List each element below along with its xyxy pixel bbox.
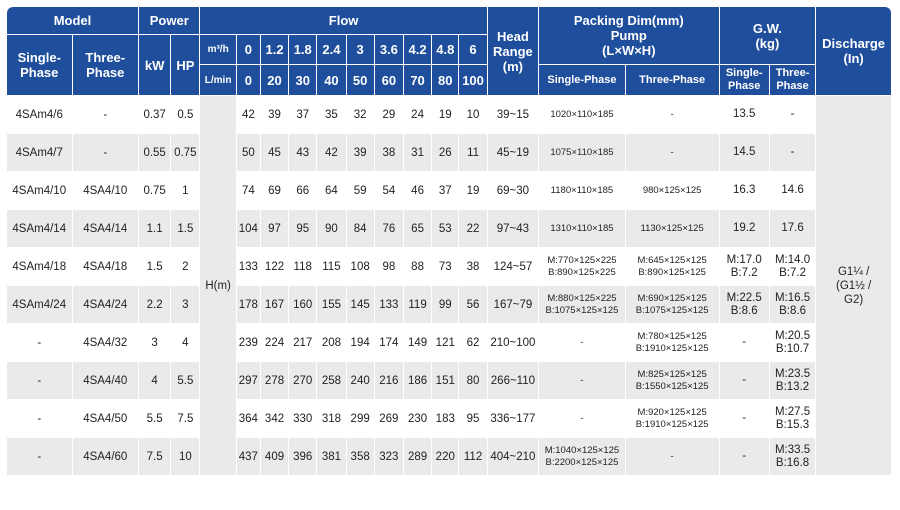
power-hp: 4 [171, 324, 199, 361]
power-hp: 1 [171, 172, 199, 209]
table-row [7, 286, 891, 323]
head-value: 46 [404, 172, 431, 209]
power-kw: 3 [139, 324, 170, 361]
model-single-phase: 4SAm4/18 [7, 248, 72, 285]
flow-m3h-cell: 2.4 [317, 35, 345, 64]
flow-lmin-cell: 0 [237, 65, 260, 95]
head-value: 56 [459, 286, 486, 323]
head-value: 258 [317, 362, 345, 399]
power-header: Power [139, 7, 199, 34]
head-value: 50 [237, 134, 260, 171]
packing-three-phase: M:780×125×125 B:1910×125×125 [626, 324, 719, 361]
power-kw: 0.55 [139, 134, 170, 171]
packing-single-phase: M:1040×125×125 B:2200×125×125 [539, 438, 625, 475]
head-range: 97~43 [488, 210, 538, 247]
head-value: 80 [459, 362, 486, 399]
head-value: 118 [289, 248, 316, 285]
head-value: 76 [375, 210, 403, 247]
model-header: Model [7, 7, 138, 34]
gw-single-phase-header: Single- Phase [720, 65, 769, 95]
pump-spec-table-container [6, 6, 892, 504]
head-range: 266~110 [488, 362, 538, 399]
head-value: 29 [375, 96, 403, 133]
head-value: 39 [261, 96, 288, 133]
head-value: 289 [404, 438, 431, 475]
table-row [7, 324, 891, 361]
head-value: 270 [289, 362, 316, 399]
head-value: 297 [237, 362, 260, 399]
gw-single-phase: 19.2 [720, 210, 769, 247]
packing-single-phase: 1075×110×185 [539, 134, 625, 171]
model-single-phase-header: Single- Phase [7, 35, 72, 95]
packing-three-phase: 1130×125×125 [626, 210, 719, 247]
flow-lmin-cell: 50 [347, 65, 374, 95]
head-value: 167 [261, 286, 288, 323]
gw-single-phase: - [720, 362, 769, 399]
pump-spec-table [6, 6, 892, 476]
flow-m3h-cell: 3 [347, 35, 374, 64]
head-range: 167~79 [488, 286, 538, 323]
head-value: 278 [261, 362, 288, 399]
head-value: 90 [317, 210, 345, 247]
flow-lmin-cell: 60 [375, 65, 403, 95]
model-single-phase: 4SAm4/10 [7, 172, 72, 209]
head-value: 95 [289, 210, 316, 247]
flow-m3h-cell: 0 [237, 35, 260, 64]
head-value: 35 [317, 96, 345, 133]
head-value: 10 [459, 96, 486, 133]
head-value: 32 [347, 96, 374, 133]
power-hp: 5.5 [171, 362, 199, 399]
head-range: 404~210 [488, 438, 538, 475]
table-row [7, 248, 891, 285]
packing-single-phase: - [539, 362, 625, 399]
gw-single-phase: M:22.5 B:8.6 [720, 286, 769, 323]
head-value: 224 [261, 324, 288, 361]
head-value: 437 [237, 438, 260, 475]
head-value: 239 [237, 324, 260, 361]
gw-three-phase: - [770, 134, 815, 171]
packing-single-phase: 1180×110×185 [539, 172, 625, 209]
flow-m3h-cell: 6 [459, 35, 486, 64]
model-three-phase: 4SA4/32 [73, 324, 139, 361]
power-hp: 7.5 [171, 400, 199, 437]
head-value: 240 [347, 362, 374, 399]
packing-three-phase: M:690×125×125 B:1075×125×125 [626, 286, 719, 323]
head-range: 39~15 [488, 96, 538, 133]
head-value: 99 [432, 286, 458, 323]
packing-three-phase-header: Three-Phase [626, 65, 719, 95]
model-three-phase: 4SA4/10 [73, 172, 139, 209]
power-hp: 10 [171, 438, 199, 475]
flow-lmin-cell: 30 [289, 65, 316, 95]
head-value: 95 [459, 400, 486, 437]
head-value: 97 [261, 210, 288, 247]
power-hp: 0.5 [171, 96, 199, 133]
head-value: 208 [317, 324, 345, 361]
head-value: 54 [375, 172, 403, 209]
power-hp: 3 [171, 286, 199, 323]
head-value: 19 [459, 172, 486, 209]
head-value: 186 [404, 362, 431, 399]
hm-label: H(m) [200, 96, 235, 475]
gw-single-phase: - [720, 438, 769, 475]
head-value: 409 [261, 438, 288, 475]
packing-three-phase: - [626, 96, 719, 133]
head-value: 160 [289, 286, 316, 323]
head-value: 45 [261, 134, 288, 171]
power-hp: 2 [171, 248, 199, 285]
packing-three-phase: 980×125×125 [626, 172, 719, 209]
head-value: 174 [375, 324, 403, 361]
head-value: 84 [347, 210, 374, 247]
head-value: 217 [289, 324, 316, 361]
flow-lmin-cell: 70 [404, 65, 431, 95]
model-three-phase-header: Three- Phase [73, 35, 139, 95]
head-range: 336~177 [488, 400, 538, 437]
head-value: 39 [347, 134, 374, 171]
head-value: 108 [347, 248, 374, 285]
packing-single-phase: 1310×110×185 [539, 210, 625, 247]
power-kw: 4 [139, 362, 170, 399]
head-value: 64 [317, 172, 345, 209]
head-value: 151 [432, 362, 458, 399]
table-row [7, 438, 891, 475]
model-three-phase: 4SA4/50 [73, 400, 139, 437]
head-range: 124~57 [488, 248, 538, 285]
flow-header: Flow [200, 7, 486, 34]
head-value: 65 [404, 210, 431, 247]
packing-header: Packing Dim(mm) Pump (L×W×H) [539, 7, 718, 64]
head-value: 88 [404, 248, 431, 285]
table-row [7, 172, 891, 209]
table-row [7, 96, 891, 133]
packing-single-phase: 1020×110×185 [539, 96, 625, 133]
gw-three-phase: M:33.5 B:16.8 [770, 438, 815, 475]
table-row [7, 210, 891, 247]
head-value: 62 [459, 324, 486, 361]
flow-lmin-cell: 20 [261, 65, 288, 95]
power-kw: 1.5 [139, 248, 170, 285]
packing-three-phase: M:920×125×125 B:1910×125×125 [626, 400, 719, 437]
gw-three-phase: M:16.5 B:8.6 [770, 286, 815, 323]
table-row [7, 400, 891, 437]
head-value: 112 [459, 438, 486, 475]
model-three-phase: 4SA4/14 [73, 210, 139, 247]
power-hp: 0.75 [171, 134, 199, 171]
head-value: 42 [317, 134, 345, 171]
gw-three-phase: M:14.0 B:7.2 [770, 248, 815, 285]
table-header [7, 7, 891, 95]
head-value: 22 [459, 210, 486, 247]
head-value: 396 [289, 438, 316, 475]
flow-lmin-cell: 40 [317, 65, 345, 95]
gw-three-phase: M:27.5 B:15.3 [770, 400, 815, 437]
head-value: 194 [347, 324, 374, 361]
gw-three-phase: 14.6 [770, 172, 815, 209]
packing-three-phase: - [626, 134, 719, 171]
head-value: 42 [237, 96, 260, 133]
head-value: 73 [432, 248, 458, 285]
table-body [7, 96, 891, 475]
head-value: 98 [375, 248, 403, 285]
head-value: 38 [459, 248, 486, 285]
head-value: 342 [261, 400, 288, 437]
head-value: 38 [375, 134, 403, 171]
head-value: 74 [237, 172, 260, 209]
model-single-phase: 4SAm4/7 [7, 134, 72, 171]
head-range: 210~100 [488, 324, 538, 361]
head-value: 230 [404, 400, 431, 437]
packing-single-phase: - [539, 400, 625, 437]
head-value: 269 [375, 400, 403, 437]
gw-three-phase: M:20.5 B:10.7 [770, 324, 815, 361]
table-row [7, 134, 891, 171]
gw-three-phase: - [770, 96, 815, 133]
head-value: 133 [237, 248, 260, 285]
head-value: 145 [347, 286, 374, 323]
head-value: 299 [347, 400, 374, 437]
head-value: 37 [289, 96, 316, 133]
head-value: 19 [432, 96, 458, 133]
packing-three-phase: - [626, 438, 719, 475]
packing-single-phase: M:880×125×225 B:1075×125×125 [539, 286, 625, 323]
lmin-unit-header: L/min [200, 65, 235, 95]
model-three-phase: - [73, 96, 139, 133]
model-three-phase: 4SA4/18 [73, 248, 139, 285]
packing-single-phase-header: Single-Phase [539, 65, 625, 95]
kw-header: kW [139, 35, 170, 95]
head-value: 69 [261, 172, 288, 209]
head-value: 381 [317, 438, 345, 475]
head-value: 220 [432, 438, 458, 475]
power-kw: 0.75 [139, 172, 170, 209]
flow-lmin-cell: 80 [432, 65, 458, 95]
discharge-value: G1¼ / (G1½ / G2) [816, 96, 891, 475]
flow-m3h-cell: 4.2 [404, 35, 431, 64]
head-value: 37 [432, 172, 458, 209]
model-three-phase: 4SA4/60 [73, 438, 139, 475]
gw-single-phase: - [720, 324, 769, 361]
head-value: 119 [404, 286, 431, 323]
head-value: 178 [237, 286, 260, 323]
head-value: 149 [404, 324, 431, 361]
head-value: 43 [289, 134, 316, 171]
head-value: 31 [404, 134, 431, 171]
head-value: 330 [289, 400, 316, 437]
packing-three-phase: M:645×125×125 B:890×125×125 [626, 248, 719, 285]
head-value: 216 [375, 362, 403, 399]
packing-single-phase: M:770×125×225 B:890×125×225 [539, 248, 625, 285]
head-range-header: Head Range (m) [488, 7, 538, 95]
power-kw: 2.2 [139, 286, 170, 323]
model-single-phase: - [7, 400, 72, 437]
power-kw: 0.37 [139, 96, 170, 133]
head-value: 318 [317, 400, 345, 437]
model-single-phase: 4SAm4/6 [7, 96, 72, 133]
model-single-phase: - [7, 438, 72, 475]
gw-single-phase: 16.3 [720, 172, 769, 209]
gw-single-phase: M:17.0 B:7.2 [720, 248, 769, 285]
model-three-phase: 4SA4/24 [73, 286, 139, 323]
head-value: 11 [459, 134, 486, 171]
head-value: 53 [432, 210, 458, 247]
gw-three-phase-header: Three- Phase [770, 65, 815, 95]
flow-m3h-cell: 4.8 [432, 35, 458, 64]
head-value: 133 [375, 286, 403, 323]
flow-m3h-cell: 1.8 [289, 35, 316, 64]
model-single-phase: - [7, 324, 72, 361]
packing-three-phase: M:825×125×125 B:1550×125×125 [626, 362, 719, 399]
flow-m3h-cell: 3.6 [375, 35, 403, 64]
hp-header: HP [171, 35, 199, 95]
model-single-phase: 4SAm4/24 [7, 286, 72, 323]
head-value: 155 [317, 286, 345, 323]
gw-single-phase: 14.5 [720, 134, 769, 171]
gw-single-phase: 13.5 [720, 96, 769, 133]
packing-single-phase: - [539, 324, 625, 361]
head-value: 122 [261, 248, 288, 285]
power-kw: 5.5 [139, 400, 170, 437]
flow-m3h-cell: 1.2 [261, 35, 288, 64]
head-value: 24 [404, 96, 431, 133]
gw-single-phase: - [720, 400, 769, 437]
model-single-phase: - [7, 362, 72, 399]
head-value: 66 [289, 172, 316, 209]
power-kw: 7.5 [139, 438, 170, 475]
power-hp: 1.5 [171, 210, 199, 247]
gw-header: G.W. (kg) [720, 7, 816, 64]
gw-three-phase: 17.6 [770, 210, 815, 247]
m3h-unit-header: m³/h [200, 35, 235, 64]
power-kw: 1.1 [139, 210, 170, 247]
head-value: 104 [237, 210, 260, 247]
head-value: 121 [432, 324, 458, 361]
table-row [7, 362, 891, 399]
discharge-header: Discharge (In) [816, 7, 891, 95]
head-value: 358 [347, 438, 374, 475]
model-three-phase: - [73, 134, 139, 171]
head-value: 59 [347, 172, 374, 209]
model-three-phase: 4SA4/40 [73, 362, 139, 399]
head-value: 183 [432, 400, 458, 437]
flow-lmin-cell: 100 [459, 65, 486, 95]
head-value: 26 [432, 134, 458, 171]
head-value: 323 [375, 438, 403, 475]
head-range: 45~19 [488, 134, 538, 171]
model-single-phase: 4SAm4/14 [7, 210, 72, 247]
head-value: 115 [317, 248, 345, 285]
head-range: 69~30 [488, 172, 538, 209]
gw-three-phase: M:23.5 B:13.2 [770, 362, 815, 399]
head-value: 364 [237, 400, 260, 437]
